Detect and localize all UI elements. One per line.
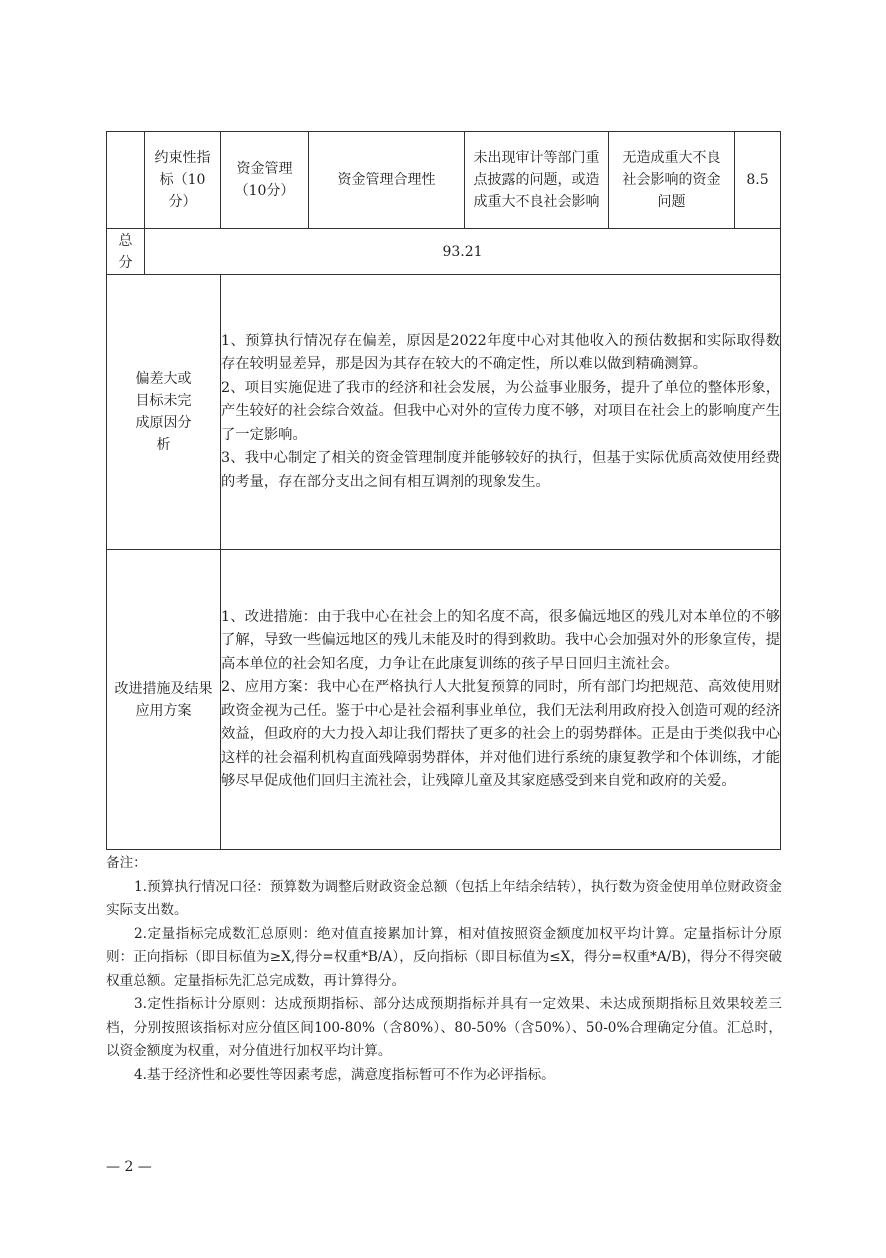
table-row xyxy=(107,275,781,550)
paragraph: 2、项目实施促进了我市的经济和社会发展，为公益事业服务，提升了单位的整体形象，产生较好的社会综合效益。但我中心对外的宣传力度不够，对项目在社会上的影响度产生了一定影响。 xyxy=(221,379,780,443)
paragraph: 1、改进措施：由于我中心在社会上的知名度不高，很多偏远地区的残儿对本单位的不够了解，导致一些偏远地区的残儿未能及时的得到救助。我中心会加强对外的形象宣传，提高本单位的社会知名度，力争让在此康复训练的孩子早日回归主流社会。 xyxy=(221,608,780,672)
subcategory-cell: 资金管理（10分） xyxy=(221,132,309,229)
note-item: 2.定量指标完成数汇总原则：绝对值直接累加计算，相对值按照资金额度加权平均计算。定量指标计分原则：正向指标（即目标值为≥X,得分=权重*B/A），反向指标（即目标值为≤X，得分=权重*A/B)，得分不得突破权重总额。定量指标先汇总完成数，再计算得分。 xyxy=(106,925,782,989)
paragraph: 1、预算执行情况存在偏差，原因是2022年度中心对其他收入的预估数据和实际取得数存在较明显差异，那是因为其存在较大的不确定性，所以难以做到精确测算。 xyxy=(221,332,780,373)
table-row xyxy=(107,550,781,850)
deviation-label: 偏差大或目标未完成原因分析 xyxy=(107,275,221,550)
table-row xyxy=(107,132,781,229)
notes-heading: 备注： xyxy=(106,855,147,871)
indicator-cell: 资金管理合理性 xyxy=(309,132,465,229)
score-cell: 8.5 xyxy=(735,132,781,229)
empty-cell xyxy=(107,132,145,229)
total-label: 总分 xyxy=(107,229,145,275)
category-cell: 约束性指标（10分） xyxy=(145,132,221,229)
table-row xyxy=(107,229,781,275)
criteria-cell: 未出现审计等部门重点披露的问题，或造成重大不良社会影响 xyxy=(465,132,609,229)
note-item: 1.预算执行情况口径：预算数为调整后财政资金总额（包括上年结余结转），执行数为资金使用单位财政资金实际支出数。 xyxy=(106,878,782,918)
paragraph: 3、我中心制定了相关的资金管理制度并能够较好的执行，但基于实际优质高效使用经费的考量，存在部分支出之间有相互调剂的现象发生。 xyxy=(221,450,780,490)
improvement-label: 改进措施及结果应用方案 xyxy=(107,550,221,850)
paragraph: 2、应用方案：我中心在严格执行人大批复预算的同时，所有部门均把规范、高效使用财政资金视为己任。鉴于中心是社会福利事业单位，我们无法利用政府投入创造可观的经济效益，但政府的大力投入却让我们帮扶了更多的社会上的弱势群体。正是由于类似我中心这样的社会福利机构直面残障弱势群体，并对他们进行系统的康复教学和个体训练，才能够尽早促成他们回归主流社会，让残障儿童及其家庭感受到来自党和政府的关爱。 xyxy=(221,679,780,789)
note-item: 4.基于经济性和必要性等因素考虑，满意度指标暂可不作为必评指标。 xyxy=(134,1066,555,1083)
deviation-analysis xyxy=(221,275,781,550)
total-value: 93.21 xyxy=(145,229,781,275)
evaluation-table xyxy=(106,131,781,850)
notes-section xyxy=(106,852,782,1087)
note-item: 3.定性指标计分原则：达成预期指标、部分达成预期指标并具有一定效果、未达成预期指标且效果较差三档，分别按照该指标对应分值区间100-80%（含80%）、80-50%（含50%）、50-0%合理确定分值。汇总时，以资金额度为权重，对分值进行加权平均计算。 xyxy=(106,996,782,1059)
page-number: — 2 — xyxy=(106,1159,152,1175)
result-cell: 无造成重大不良社会影响的资金问题 xyxy=(609,132,735,229)
improvement-plan xyxy=(221,550,781,850)
